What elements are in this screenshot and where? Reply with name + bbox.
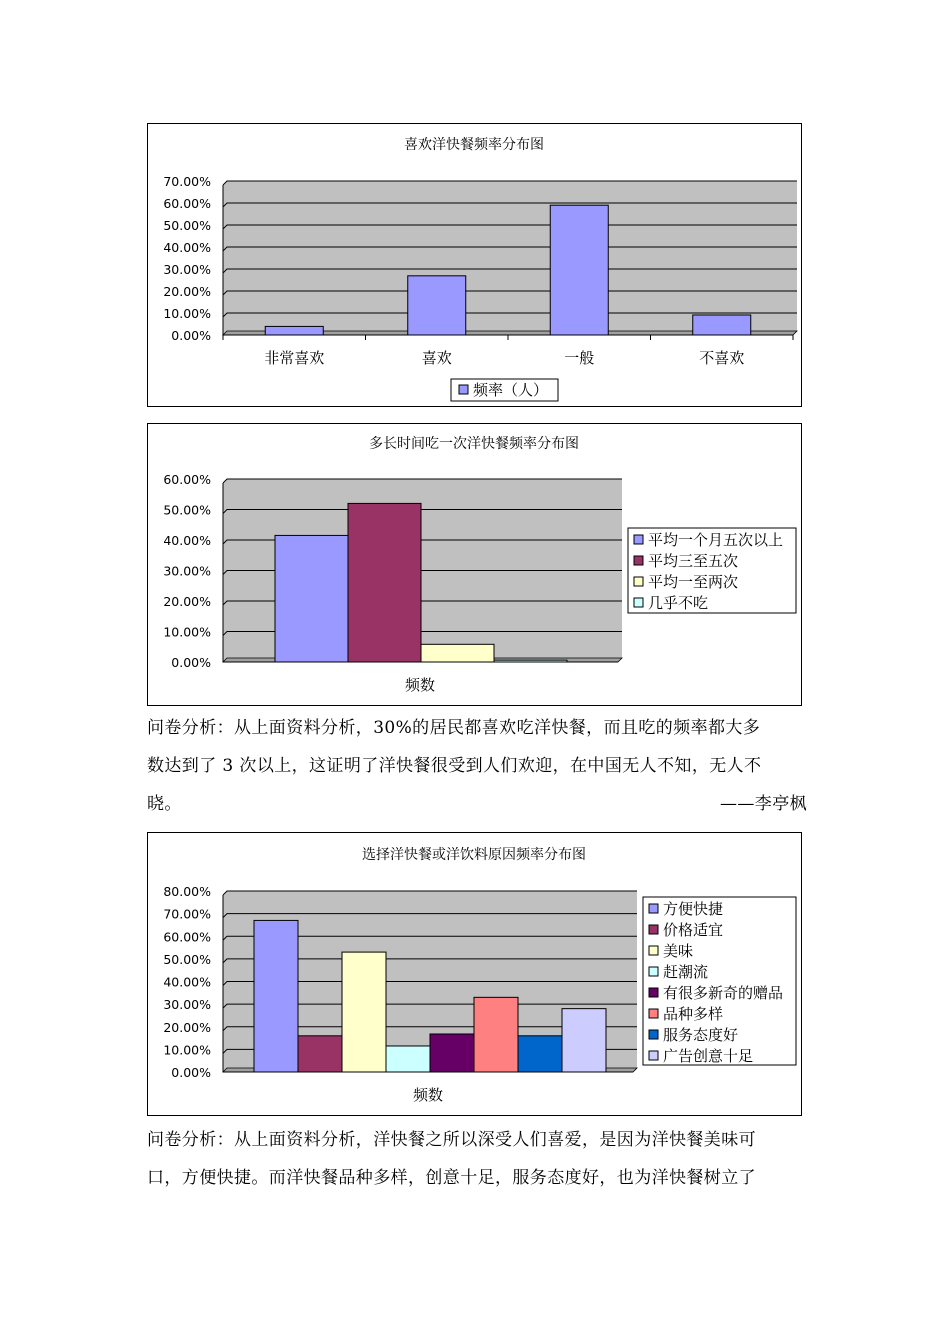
chart-reasons [147, 832, 802, 1116]
bar [518, 1036, 562, 1072]
bar [693, 315, 751, 335]
paragraph-line: 数达到了 3 次以上，这证明了洋快餐很受到人们欢迎，在中国无人不知，无人不 [147, 756, 762, 776]
y-tick-label: 60.00% [163, 196, 211, 211]
legend-swatch [649, 925, 658, 934]
bar [474, 997, 518, 1072]
legend-label: 方便快捷 [663, 900, 724, 918]
legend-label: 有很多新奇的赠品 [663, 984, 784, 1002]
legend-swatch [649, 1030, 658, 1039]
x-tick-label: 喜欢 [421, 349, 452, 367]
legend-label: 赶潮流 [663, 963, 709, 981]
y-tick-label: 30.00% [163, 262, 211, 277]
bar [386, 1046, 430, 1072]
legend-label: 平均三至五次 [648, 552, 739, 570]
x-tick-label: 频数 [412, 1086, 444, 1104]
y-tick-label: 40.00% [163, 533, 211, 548]
legend-label: 广告创意十足 [663, 1047, 754, 1065]
y-tick-label: 50.00% [163, 951, 211, 967]
legend-swatch [649, 988, 658, 997]
x-tick-label: 不喜欢 [699, 349, 745, 367]
y-tick-label: 70.00% [163, 906, 211, 922]
legend-swatch [634, 577, 643, 586]
bar [494, 660, 567, 662]
chart-like-frequency [147, 123, 802, 407]
legend-swatch [634, 535, 643, 544]
bar [430, 1034, 474, 1072]
y-tick-label: 60.00% [163, 929, 211, 945]
bar [342, 952, 386, 1072]
y-tick-label: 10.00% [163, 624, 211, 640]
chart-eating-frequency [147, 423, 802, 706]
bar [254, 920, 298, 1072]
legend-swatch [649, 1051, 658, 1060]
legend-label: 价格适宜 [663, 921, 724, 939]
y-tick-label: 20.00% [163, 594, 211, 609]
y-tick-label: 50.00% [163, 502, 211, 518]
chart-reasons-svg [148, 833, 801, 1115]
y-tick-label: 30.00% [163, 563, 211, 579]
legend-swatch [634, 556, 643, 565]
chart-title: 选择洋快餐或洋饮料原因频率分布图 [362, 847, 586, 863]
bar [408, 276, 466, 335]
y-tick-label: 80.00% [163, 884, 211, 899]
legend-swatch [634, 598, 643, 607]
legend-swatch [649, 946, 658, 955]
legend-label: 平均一至两次 [648, 573, 739, 591]
author-signature: ——李亭枫 [720, 794, 807, 814]
legend-label: 频率（人） [473, 381, 549, 399]
bar [275, 535, 348, 662]
chart-title: 多长时间吃一次洋快餐频率分布图 [369, 436, 579, 452]
x-tick-label: 非常喜欢 [264, 349, 325, 367]
legend-label: 平均一个月五次以上 [648, 531, 784, 549]
legend-swatch [459, 385, 468, 394]
legend-swatch [649, 1009, 658, 1018]
y-tick-label: 20.00% [163, 1019, 211, 1035]
y-tick-label: 40.00% [163, 240, 211, 255]
chart-like-frequency-svg [148, 124, 801, 406]
paragraph-line: 问卷分析：从上面资料分析，30%的居民都喜欢吃洋快餐，而且吃的频率都大多 [147, 718, 761, 738]
bar [562, 1009, 606, 1072]
legend-swatch [649, 904, 658, 913]
analysis-paragraph-1 [147, 709, 807, 823]
plot-area [223, 181, 797, 335]
y-tick-label: 0.00% [171, 1065, 211, 1080]
paragraph-line: 晓。 [147, 794, 182, 814]
chart-title: 喜欢洋快餐频率分布图 [404, 137, 544, 153]
bar [421, 644, 494, 662]
legend-swatch [649, 967, 658, 976]
y-tick-label: 20.00% [163, 284, 211, 299]
y-tick-label: 10.00% [163, 306, 211, 321]
y-tick-label: 60.00% [163, 472, 211, 487]
chart-eating-frequency-svg [148, 424, 801, 705]
x-tick-label: 一般 [564, 349, 595, 367]
legend-label: 几乎不吃 [648, 594, 709, 612]
bar [265, 326, 323, 335]
y-tick-label: 50.00% [163, 218, 211, 233]
legend-label: 美味 [663, 942, 694, 960]
y-tick-label: 0.00% [171, 328, 211, 343]
y-tick-label: 30.00% [163, 997, 211, 1013]
y-tick-label: 0.00% [171, 655, 211, 670]
y-tick-label: 10.00% [163, 1042, 211, 1058]
paragraph-line: 问卷分析：从上面资料分析，洋快餐之所以深受人们喜爱，是因为洋快餐美味可 [147, 1130, 756, 1150]
legend-label: 品种多样 [663, 1005, 724, 1023]
paragraph-line: 口，方便快捷。而洋快餐品种多样，创意十足，服务态度好，也为洋快餐树立了 [147, 1168, 756, 1188]
analysis-paragraph-2 [147, 1121, 807, 1197]
bar [298, 1036, 342, 1072]
bar [348, 503, 421, 662]
legend-label: 服务态度好 [663, 1026, 739, 1044]
bar [550, 205, 608, 335]
y-tick-label: 70.00% [163, 174, 211, 189]
y-tick-label: 40.00% [163, 974, 211, 990]
x-tick-label: 频数 [404, 676, 436, 694]
